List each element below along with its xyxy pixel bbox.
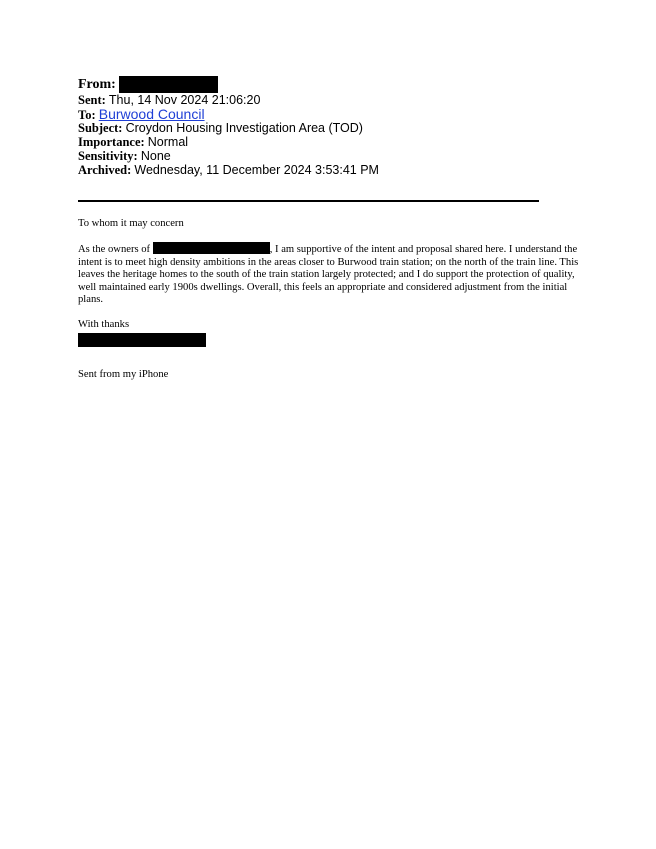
sensitivity-label: Sensitivity: [78,149,138,163]
redacted-signature [78,333,206,347]
archived-line [78,163,598,177]
greeting: To whom it may concern [78,218,184,229]
sent-label: Sent: [78,93,106,107]
body-paragraph [78,242,580,306]
sensitivity-line [78,149,598,163]
email-header [78,76,598,177]
subject-line [78,121,598,135]
paragraph-rest: , I am supportive of the intent and proposal shared here. I understand the intent is to meet high density ambitions in the areas closer to Burwood train station; on the north of the train line. This leaves the heritage homes to the south of the train station largely protected; and I do support the protection of quality, well maintained early 1900s dwellings. Overall, this feels an appropriate and considered adjustment from the initial plans. [78,244,579,306]
to-label: To: [78,108,96,122]
subject-value: Croydon Housing Investigation Area (TOD) [125,121,363,135]
to-recipient-link[interactable]: Burwood Council [98,106,205,122]
redacted-address [153,242,270,254]
from-line [78,76,598,93]
importance-label: Importance: [78,135,145,149]
importance-value: Normal [147,135,189,149]
header-divider [78,200,539,202]
sent-value: Thu, 14 Nov 2024 21:06:20 [108,93,261,107]
paragraph-start: As the owners of [78,244,153,256]
archived-value: Wednesday, 11 December 2024 3:53:41 PM [134,163,379,177]
email-body [78,218,580,381]
to-line [78,107,598,121]
from-label: From: [78,77,116,92]
subject-label: Subject: [78,121,123,135]
archived-label: Archived: [78,163,132,177]
importance-line [78,135,598,149]
sensitivity-value: None [140,149,171,163]
redacted-sender [119,76,218,93]
sent-line [78,93,598,107]
sent-from-signature: Sent from my iPhone [78,368,169,380]
closing: With thanks [78,319,130,331]
